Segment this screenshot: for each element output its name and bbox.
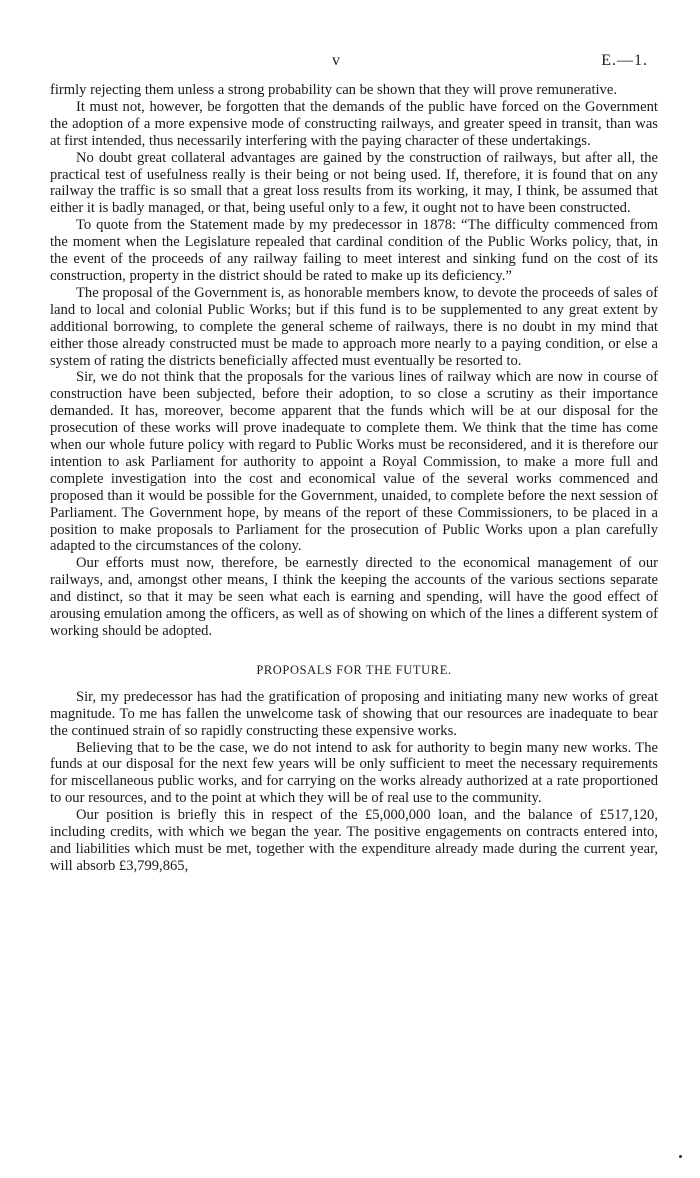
page-header [0, 52, 700, 76]
paragraph: Sir, we do not think that the proposals for the various lines of railway which are now in course of construction have been subjected, before their adoption, to so close a scrutiny as their importance demanded. It has, moreover, become apparent that the funds which will be at our disposal for the prosecution of these works will prove inadequate to complete them. We think that the time has come when our whole future policy with regard to Public Works must be reconsidered, and it is therefore our intention to ask Parliament for authority to appoint a Royal Commission, to make a more full and complete investigation into the cost and economical value of the several works commenced and proposed than it would be possible for the Government, unaided, to complete before the next session of Parliament. The Government hope, by means of the report of these Commissioners, to be placed in a position to make proposals to Parliament for the prosecution of Public Works upon a plan carefully adapted to the circumstances of the colony. [50, 369, 658, 555]
paragraph: No doubt great collateral advantages are gained by the construction of railways, but after all, the practical test of usefulness really is their being or not being used. If, therefore, it is found that on any railway the traffic is so small that a great loss results from its working, it may, I think, be assumed that either it is badly managed, or that, being useful only to a few, it ought not to have been constructed. [50, 149, 658, 217]
paragraph: Sir, my predecessor has had the gratification of proposing and initiating many new works of great magnitude. To me has fallen the unwelcome task of showing that our resources are inadequate to bear the continued strain of so rapidly constructing these expensive works. [50, 688, 658, 739]
paragraph: The proposal of the Government is, as honorable members know, to devote the proceeds of sales of land to local and colonial Public Works; but if this fund is to be supplemented to any great extent by additional borrowing, to complete the general scheme of railways, there is no doubt in my mind that either those already constructed must be made to approach more nearly to a paying condition, or else a system of rating the districts beneficially affected must eventually be resorted to. [50, 284, 658, 369]
paragraph: Our position is briefly this in respect of the £5,000,000 loan, and the balance of £517,120, including credits, with which we began the year. The positive engagements on contracts entered into, and liabilities which must be met, together with the expenditure already made during the current year, will absorb £3,799,865, [50, 807, 658, 874]
page-number: v [332, 52, 341, 69]
paragraph: firmly rejecting them unless a strong probability can be shown that they will prove remunerative. [50, 82, 617, 98]
paragraph: Believing that to be the case, we do not intend to ask for authority to begin many new works. The funds at our disposal for the next few years will be only sufficient to meet the necessary requirements for miscellaneous public works, and for carrying on the works already authorized at a rate proportioned to our resources, and to the point at which they will be of real use to the community. [50, 739, 658, 807]
document-body [50, 82, 658, 875]
paragraph: Our efforts must now, therefore, be earnestly directed to the economical management of our railways, and, amongst other means, I think the keeping the accounts of the various sections separate and distinct, so that it may be seen what each is earning and spending, will have the good effect of arousing emulation among the officers, as well as of showing on which of the lines a different system of working should be adopted. [50, 555, 658, 639]
section-heading: PROPOSALS FOR THE FUTURE. [256, 662, 452, 677]
paragraph: To quote from the Statement made by my predecessor in 1878: “The difficulty commenced from the moment when the Legislature repealed that cardinal condition of the Public Works policy, that, in the event of the proceeds of any railway failing to meet interest and sinking fund on the cost of its construction, property in the district should be rated to make up its deficiency.” [50, 217, 658, 284]
document-reference: E.—1. [601, 52, 648, 69]
print-mark [679, 1155, 682, 1158]
paragraph: It must not, however, be forgotten that the demands of the public have forced on the Government the adoption of a more expensive mode of constructing railways, and greater speed in transit, than was at first intended, thus necessarily interfering with the paying character of these undertakings. [50, 98, 658, 149]
